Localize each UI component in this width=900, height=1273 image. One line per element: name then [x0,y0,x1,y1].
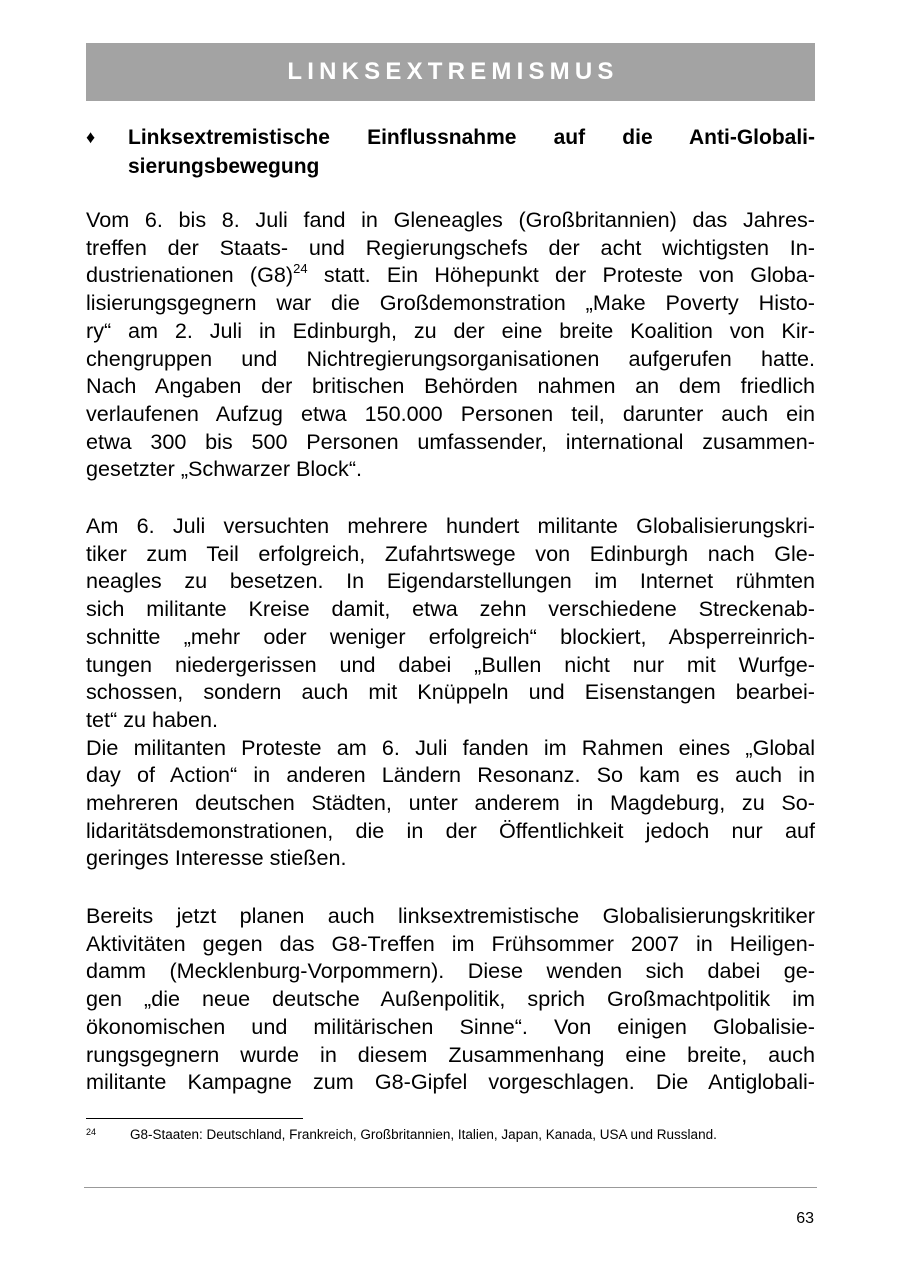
text-line: etwa 300 bis 500 Personen umfassender, international zusammen- [86,428,815,454]
section-heading [86,123,815,181]
heading-line-1: Linksextremistische Einflussnahme auf die Anti-Globali- [128,126,815,149]
text-line: Nach Angaben der britischen Behörden nahmen an dem friedlich [86,373,815,399]
text-line: schossen, sondern auch mit Knüppeln und Eisenstangen bearbei- [86,679,815,705]
text-line: gesetzter „Schwarzer Block“. [86,456,363,482]
text-line: tungen niedergerissen und dabei „Bullen nicht nur mit Wurfge- [86,651,815,677]
text-line: tiker zum Teil erfolgreich, Zufahrtswege von Edinburgh nach Gle- [86,540,815,566]
text-line: schnitte „mehr oder weniger erfolgreich“ blockiert, Absperreinrich- [86,623,815,649]
footnote-reference: 24 [293,261,308,277]
diamond-bullet-icon: ♦ [86,127,96,147]
text-line: tet“ zu haben. [86,706,219,732]
text-line: gen „die neue deutsche Außenpolitik, sprich Großmachtpolitik im [86,986,815,1012]
text-line: Am 6. Juli versuchten mehrere hundert militante Globalisierungskri- [86,513,815,538]
section-header-bar [86,43,815,101]
text-line: verlaufenen Aufzug etwa 150.000 Personen teil, darunter auch ein [86,400,815,426]
text-line: rungsgegnern wurde in diesem Zusammenhang eine breite, auch [86,1041,815,1067]
text-line: Die militanten Proteste am 6. Juli fanden im Rahmen eines „Global [86,734,815,760]
text-line: sich militante Kreise damit, etwa zehn verschiedene Streckenab- [86,596,815,622]
heading-line-2: sierungsbewegung [128,155,320,178]
footnote-number: 24 [86,1127,97,1137]
footnote [86,1127,815,1142]
section-title: LINKSEXTREMISMUS [287,58,619,85]
paragraph-2 [86,512,815,872]
text-line: day of Action“ in anderen Ländern Resonanz. So kam es auch in [86,762,815,788]
text-line: geringes Interesse stießen. [86,845,347,871]
text-line: neagles zu besetzen. In Eigendarstellungen im Internet rühmten [86,568,815,594]
text-line: Aktivitäten gegen das G8-Treffen im Frühsommer 2007 in Heiligen- [86,930,815,956]
paragraph-1 [86,206,815,483]
text-segment: dustrienationen (G8) [86,262,294,288]
text-line: chengruppen und Nichtregierungsorganisationen aufgerufen hatte. [86,345,815,371]
page-number: 63 [796,1210,814,1227]
text-segment: statt. Ein Höhepunkt der Proteste von Globa- [323,262,816,288]
page-footer-divider [84,1187,817,1188]
text-line: lisierungsgegnern war die Großdemonstration „Make Poverty Histo- [86,290,815,316]
text-line: damm (Mecklenburg-Vorpommern). Diese wenden sich dabei ge- [86,958,815,984]
text-line: militante Kampagne zum G8-Gipfel vorgeschlagen. Die Antiglobali- [86,1069,815,1095]
text-line: lidaritätsdemonstrationen, die in der Öffentlichkeit jedoch nur auf [86,817,815,843]
text-line [86,261,815,289]
text-line: Vom 6. bis 8. Juli fand in Gleneagles (Großbritannien) das Jahres- [86,207,815,232]
footnote-divider [86,1118,303,1119]
text-line: mehreren deutschen Städten, unter anderem in Magdeburg, zu So- [86,790,815,816]
text-line: treffen der Staats- und Regierungschefs der acht wichtigsten In- [86,234,815,260]
text-line: Bereits jetzt planen auch linksextremistische Globalisierungskritiker [86,903,815,928]
footnote-text: G8-Staaten: Deutschland, Frankreich, Großbritannien, Italien, Japan, Kanada, USA und Russland. [130,1127,717,1142]
text-line: ry“ am 2. Juli in Edinburgh, zu der eine breite Koalition von Kir- [86,317,815,343]
paragraph-3 [86,902,815,1096]
text-line: ökonomischen und militärischen Sinne“. Von einigen Globalisie- [86,1013,815,1039]
